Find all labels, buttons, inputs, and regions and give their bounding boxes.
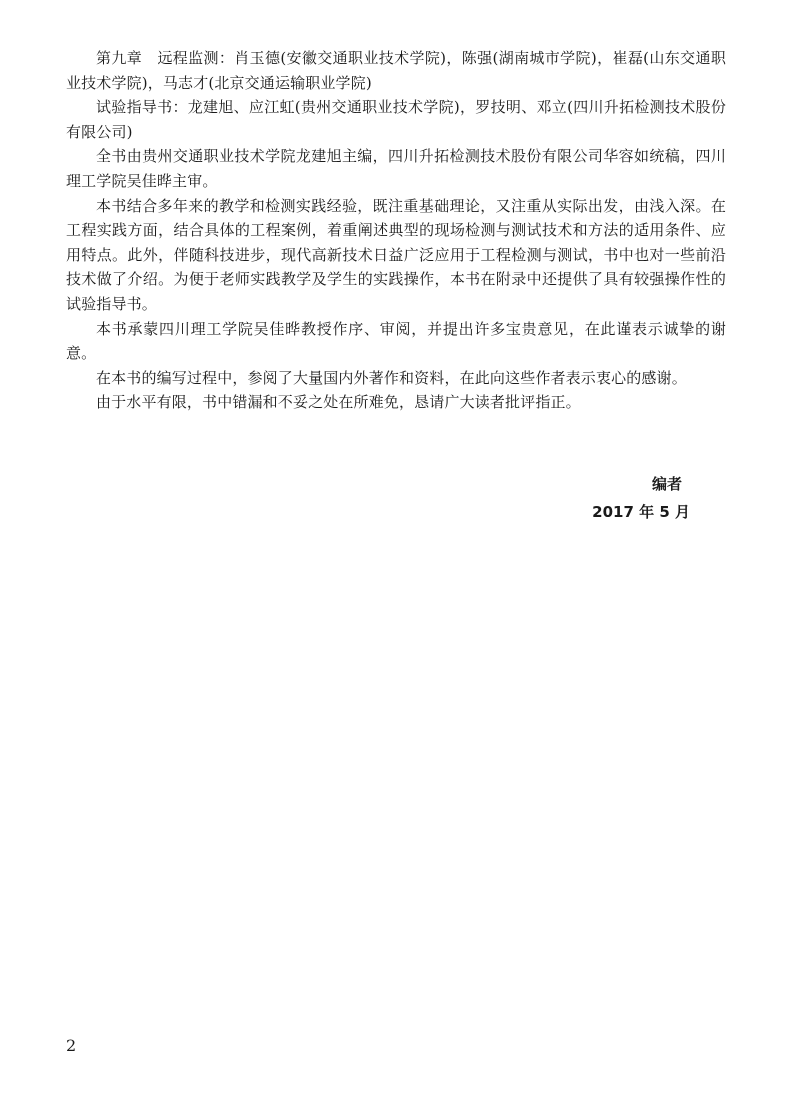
paragraph-acknowledgement-reviewer: 本书承蒙四川理工学院吴佳晔教授作序、审阅，并提出许多宝贵意见，在此谨表示诚挚的谢意。	[66, 319, 726, 363]
paragraph-book-overview: 本书结合多年来的教学和检测实践经验，既注重基础理论，又注重从实际出发，由浅入深。在工程实践方面，结合具体的工程案例，着重阐述典型的现场检测与测试技术和方法的适用条件、应用特点。此外，伴随科技进步，现代高新技术日益广泛应用于工程检测与测试，书中也对一些前沿技术做了介绍。为便于老师实践教学及学生的实践操作，本书在附录中还提供了具有较强操作性的试验指导书。	[66, 196, 726, 313]
paragraph-chapter9-authors: 第九章 远程监测：肖玉德(安徽交通职业技术学院)，陈强(湖南城市学院)，崔磊(山东交通职业技术学院)，马志才(北京交通运输职业学院)	[66, 49, 726, 92]
signature-block	[592, 470, 690, 526]
signature-date: 2017 年 5 月	[592, 503, 690, 521]
paragraph-lab-guide-authors: 试验指导书：龙建旭、应江虹(贵州交通职业技术学院)，罗技明、邓立(四川升拓检测技术股份有限公司)	[66, 98, 726, 141]
paragraph-errata-request: 由于水平有限，书中错漏和不妥之处在所难免，恳请广大读者批评指正。	[96, 393, 581, 412]
paragraph-acknowledgement-references: 在本书的编写过程中，参阅了大量国内外著作和资料，在此向这些作者表示衷心的感谢。	[96, 368, 687, 387]
page-number: 2	[66, 1036, 77, 1055]
body-text	[66, 46, 726, 415]
paragraph-editors: 全书由贵州交通职业技术学院龙建旭主编，四川升拓检测技术股份有限公司华容如统稿，四川理工学院吴佳晔主审。	[66, 147, 726, 190]
signature-author: 编者	[651, 475, 682, 493]
